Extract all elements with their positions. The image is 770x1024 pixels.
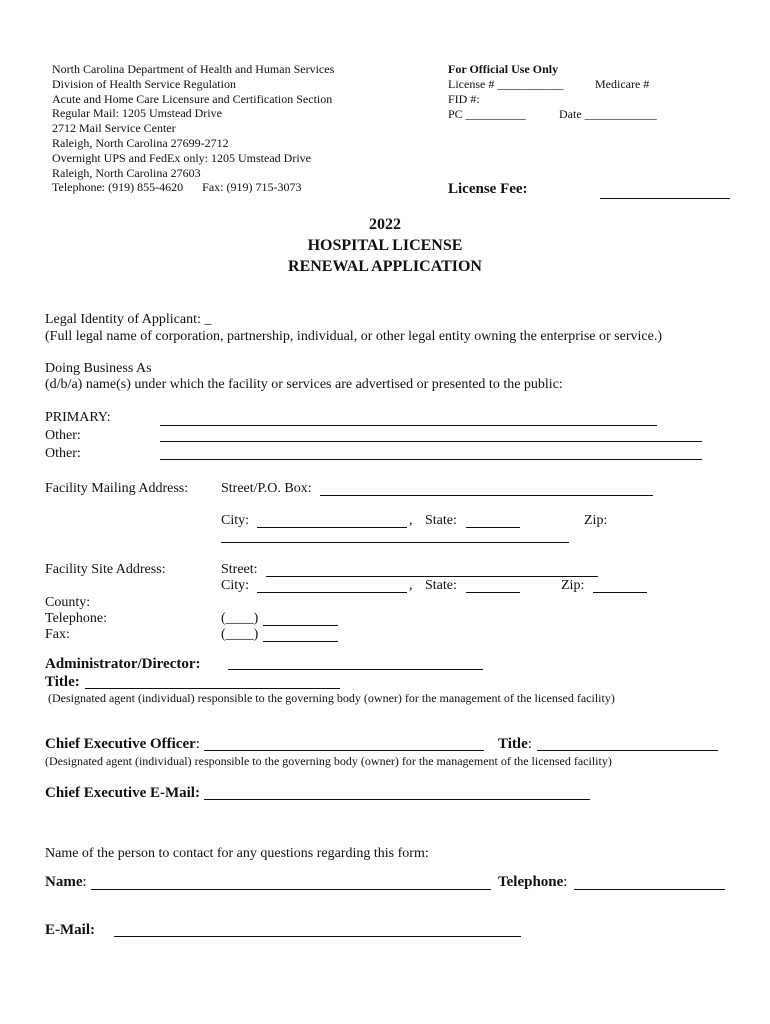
telephone-label: Telephone: xyxy=(45,611,107,626)
mailing-zip-field[interactable] xyxy=(221,542,569,543)
agency-line: Raleigh, North Carolina 27699-2712 xyxy=(52,135,229,150)
license-fee-field[interactable] xyxy=(600,198,730,199)
administrator-title-label: Title: xyxy=(45,674,80,690)
contact-name-field[interactable] xyxy=(91,889,491,890)
ceo-title-row: Title: xyxy=(498,736,532,752)
mailing-city-field[interactable] xyxy=(257,527,407,528)
mailing-address-label: Facility Mailing Address: xyxy=(45,481,189,496)
ceo-label: Chief Executive Officer xyxy=(45,736,196,752)
agency-line: Division of Health Service Regulation xyxy=(52,76,236,91)
contact-telephone-label: Telephone xyxy=(498,874,564,890)
mailing-zip-label: Zip: xyxy=(584,513,608,528)
agency-line: Regular Mail: 1205 Umstead Drive xyxy=(52,106,222,121)
contact-telephone-row: Telephone: xyxy=(498,874,568,890)
legal-identity-label: Legal Identity of Applicant: _ xyxy=(45,312,212,327)
ceo-title-field[interactable] xyxy=(537,750,718,751)
contact-intro: Name of the person to contact for any questions regarding this form: xyxy=(45,846,429,861)
agency-line: 2712 Mail Service Center xyxy=(52,121,176,136)
site-address-label: Facility Site Address: xyxy=(45,562,166,577)
contact-email-field[interactable] xyxy=(114,936,521,937)
official-license-no: License # ___________ xyxy=(448,77,564,91)
fax-field[interactable] xyxy=(263,641,338,642)
other1-label: Other: xyxy=(45,428,81,443)
agency-telephone: Telephone: (919) 855-4620 xyxy=(52,180,184,195)
contact-email-label: E-Mail: xyxy=(45,922,95,938)
site-street-field[interactable] xyxy=(266,576,598,577)
other2-name-field[interactable] xyxy=(160,459,702,460)
site-city-label: City: xyxy=(221,578,250,593)
official-date: Date ____________ xyxy=(559,107,657,121)
agency-line: Acute and Home Care Licensure and Certification Section xyxy=(52,91,333,106)
contact-name-label: Name xyxy=(45,874,83,890)
site-street-label: Street: xyxy=(221,562,258,577)
ceo-title-label: Title xyxy=(498,736,528,752)
mailing-state-field[interactable] xyxy=(466,527,520,528)
ceo-email-field[interactable] xyxy=(204,799,590,800)
ceo-email-label: Chief Executive E-Mail: xyxy=(45,785,200,801)
contact-telephone-field[interactable] xyxy=(574,889,725,890)
administrator-note: (Designated agent (individual) responsible to the governing body (owner) for the management of the licensed facility) xyxy=(48,691,615,705)
agency-line: North Carolina Department of Health and Human Services xyxy=(52,62,335,76)
official-use-title: For Official Use Only xyxy=(448,62,559,76)
administrator-field[interactable] xyxy=(228,669,483,670)
contact-name-row: Name: xyxy=(45,874,87,890)
agency-contact xyxy=(52,180,334,195)
form-year: 2022 xyxy=(369,216,401,233)
county-label: County: xyxy=(45,595,91,610)
official-medicare-no: Medicare # xyxy=(595,77,650,91)
other1-name-field[interactable] xyxy=(160,441,702,442)
telephone-field[interactable] xyxy=(263,625,338,626)
agency-fax: Fax: (919) 715-3073 xyxy=(202,180,302,195)
administrator-label: Administrator/Director: xyxy=(45,656,201,672)
license-fee-label: License Fee: xyxy=(448,181,528,197)
ceo-field[interactable] xyxy=(204,750,484,751)
ceo-note: (Designated agent (individual) responsible to the governing body (owner) for the management of the licensed facility) xyxy=(45,754,612,768)
mailing-state-label: State: xyxy=(425,513,457,528)
form-title-line2: RENEWAL APPLICATION xyxy=(288,258,482,275)
dba-note: (d/b/a) name(s) under which the facility or services are advertised or presented to the public: xyxy=(45,377,563,392)
mailing-street-field[interactable] xyxy=(320,495,653,496)
mailing-city-label: City: xyxy=(221,513,250,528)
other2-label: Other: xyxy=(45,446,81,461)
mailing-street-label: Street/P.O. Box: xyxy=(221,481,312,496)
official-pc: PC __________ xyxy=(448,107,526,121)
agency-line: Raleigh, North Carolina 27603 xyxy=(52,165,201,180)
telephone-area-code[interactable]: (____) xyxy=(221,611,259,626)
legal-identity-note: (Full legal name of corporation, partnership, individual, or other legal entity owning the enterprise or service.) xyxy=(45,329,662,344)
site-city-field[interactable] xyxy=(257,592,407,593)
site-zip-field[interactable] xyxy=(593,592,647,593)
agency-line: Overnight UPS and FedEx only: 1205 Umstead Drive xyxy=(52,150,311,165)
administrator-title-field[interactable] xyxy=(85,688,340,689)
site-state-label: State: xyxy=(425,578,457,593)
primary-label: PRIMARY: xyxy=(45,410,111,425)
fax-area-code[interactable]: (____) xyxy=(221,627,259,642)
form-title-line1: HOSPITAL LICENSE xyxy=(307,237,463,254)
ceo-row: Chief Executive Officer: xyxy=(45,736,200,752)
fax-label: Fax: xyxy=(45,627,70,642)
agency-address xyxy=(52,62,334,195)
dba-label: Doing Business As xyxy=(45,361,152,376)
primary-name-field[interactable] xyxy=(160,425,657,426)
site-zip-label: Zip: xyxy=(561,578,585,593)
official-fid: FID #: xyxy=(448,92,480,106)
site-state-field[interactable] xyxy=(466,592,520,593)
